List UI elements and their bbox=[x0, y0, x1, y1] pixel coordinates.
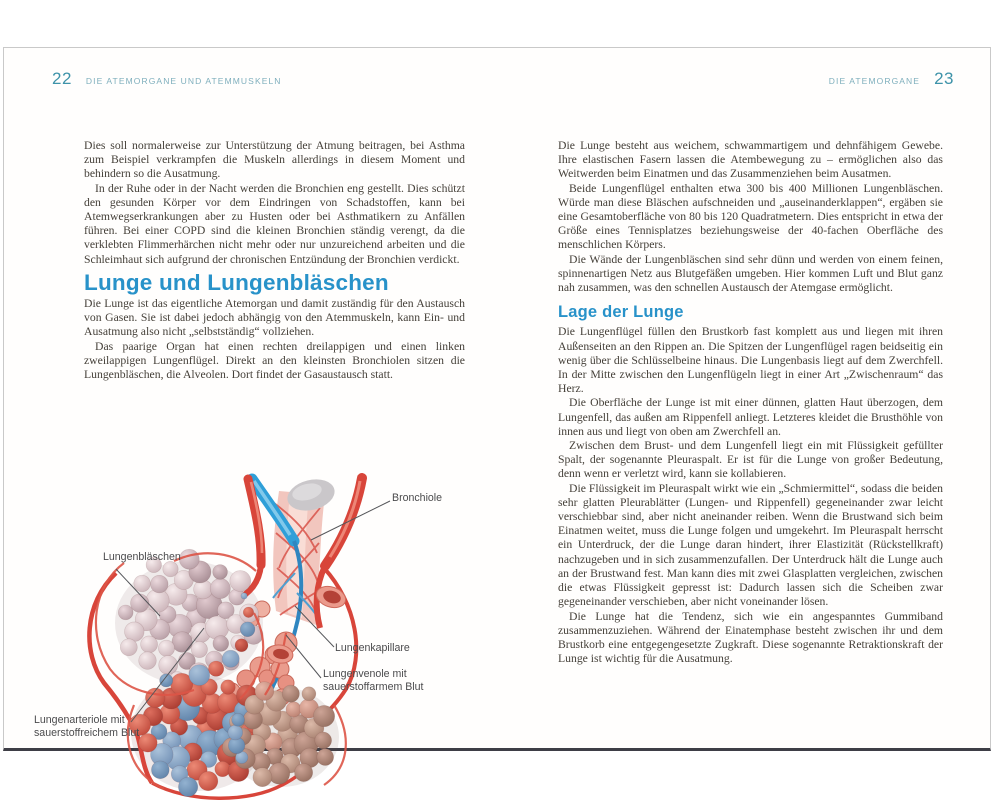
paragraph: Die Lunge ist das eigentliche Atemorgan und damit zuständig für den Austausch von Gasen. Sie ist dabei jedoch abhängig von den Atemmuskeln, kann Ein- und Ausatmung also nicht „selbstständig“ vollziehen. bbox=[84, 297, 465, 339]
paragraph: Die Lungenflügel füllen den Brustkorb fast komplett aus und liegen mit ihren Außenseiten an den Rippen an. Die Spitzen der Lungenflügel ragen beidseitig ein wenig über die Schlüsselbeine hinaus. Die Lungenbasis liegt auf dem Zwerchfell. In der Mitte zwischen den Lungenflügeln liegt in einer Art „Zwischenraum“ das Herz. bbox=[558, 325, 943, 396]
page-number-left: 22 bbox=[52, 69, 72, 88]
paragraph: Beide Lungenflügel enthalten etwa 300 bis 400 Millionen Lungenbläschen. Würde man diese Bläschen aufschneiden und „auseinanderklappen“, ergäben sie eine Gesamtoberfläche von 80 bis 120 Quadratmetern. Dies entspricht in etwa der Größe eines Tennisplatzes beziehungsweise der 40-fachen Oberfläche des menschlichen Körpers. bbox=[558, 181, 943, 252]
left-paragraphs-top bbox=[84, 139, 465, 267]
section-heading-lunge: Lunge und Lungenbläschen bbox=[84, 269, 389, 295]
paragraph: Die Lunge besteht aus weichem, schwammartigem und dehnfähigem Gewebe. Ihre elastischen Fasern lassen die Atembewegung zu – ermöglichen also das Weitwerden beim Einatmen und das Zusammenziehen beim Ausatmen. bbox=[558, 139, 943, 181]
paragraph: In der Ruhe oder in der Nacht werden die Bronchien eng gestellt. Dies schützt den gesunden Körper vor dem Eindringen von Schadstoffen, kann bei Atemwegserkrankungen aber zu Husten oder bei Asthmatikern zu Anfällen führen. Bei einer COPD sind die kleinen Bronchien ständig verengt, da die verklebten Flimmerhärchen nicht mehr oder nur unzureichend arbeiten und die Schleimhaut sich aufgrund der chronischen Entzündung der Bronchien verdickt. bbox=[84, 181, 465, 266]
figure-label-lungenkapillare: Lungenkapillare bbox=[335, 642, 410, 654]
right-paragraphs-top bbox=[558, 139, 943, 295]
figure-label-lungenarteriole: Lungenarteriole mit sauerstoffreichem Blut bbox=[34, 714, 140, 739]
paragraph: Dies soll normalerweise zur Unterstützung der Atmung beitragen, bei Asthma zum Beispiel verkrampfen die Muskeln allerdings in diesem Moment und behindern so die Ausatmung. bbox=[84, 139, 465, 181]
book-page-spread bbox=[3, 47, 991, 751]
paragraph: Die Wände der Lungenbläschen sind sehr dünn und werden von einem feinen, spinnenartigen Netz aus Blutgefäßen umgeben. Hier kommen Luft und Blut ganz nah zusammen, was den schnellen Austausch der Atemgase ermöglicht. bbox=[558, 252, 943, 295]
paragraph: Zwischen dem Brust- und dem Lungenfell liegt ein mit Flüssigkeit gefüllter Spalt, der sogenannte Pleuraspalt. Er ist für die Lunge von großer Bedeutung, denn wenn er verletzt wird, kann sie kollabieren. bbox=[558, 439, 943, 481]
section-heading-lage: Lage der Lunge bbox=[558, 303, 684, 322]
right-text-column bbox=[558, 139, 943, 666]
running-head-right bbox=[829, 69, 954, 89]
figure-label-bronchiole: Bronchiole bbox=[392, 492, 443, 504]
running-head-right-label: DIE ATEMORGANE bbox=[828, 76, 921, 86]
paragraph: Die Flüssigkeit im Pleuraspalt wirkt wie ein „Schmiermittel“, sodass die beiden sehr glatten Pleurablätter (Lungen- und Rippenfell) gegeneinander zwar leicht verschiebbar sind, aber nicht aneinander reiben. Wenn die Brustwand sich beim Einatmen weitet, muss die Lunge folgen und umgekehrt. Im Pleuraspalt herrscht ein Unterdruck, der die Lunge daran hindert, ihrer Elastizität (Rückstellkraft) nachzugeben und in sich zusammenzufallen. Der Unterdruck hält die Lunge auch an der Brustwand fest. Man kann dies mit zwei Glasplatten vergleichen, zwischen die etwas Flüssigkeit gepresst ist: Dadurch lassen sich die Scheiben zwar gegeneinander verschieben, aber nicht voneinander lösen. bbox=[558, 481, 943, 609]
running-head-left bbox=[52, 69, 282, 89]
left-text-column bbox=[84, 139, 465, 382]
left-paragraphs-after bbox=[84, 297, 465, 382]
alveoli-illustration-drawing bbox=[24, 473, 504, 800]
running-head-left-label: DIE ATEMORGANE UND ATEMMUSKELN bbox=[85, 76, 282, 86]
figure-label-lungenvenole: Lungenvenole mit sauerstoffarmem Blut bbox=[323, 668, 424, 693]
paragraph: Die Lunge hat die Tendenz, sich wie ein angespanntes Gummiband zusammenzuziehen. Während der Einatemphase besteht zwischen ihr und dem Brustkorb eine entgegengesetzte Zugkraft. Diese sogenannte Retraktionskraft der Lunge ist wichtig für die Ausatmung. bbox=[558, 609, 943, 666]
paragraph: Das paarige Organ hat einen rechten dreilappigen und einen linken zweilappigen Lungenflügel. Direkt an den kleinsten Bronchiolen sitzen die Lungenbläschen, die Alveolen. Dort findet der Gasaustausch statt. bbox=[84, 339, 465, 382]
figure-label-lungenblaeschen: Lungenbläschen bbox=[103, 551, 181, 563]
page-number-right: 23 bbox=[934, 69, 954, 88]
right-paragraphs-after bbox=[558, 325, 943, 666]
paragraph: Die Oberfläche der Lunge ist mit einer dünnen, glatten Haut überzogen, dem Lungenfell, das außen am Rippenfell anliegt. Letzteres kleidet die Brusthöhle von innen aus und liegt von oben am Zwerchfell an. bbox=[558, 396, 943, 438]
alveoli-illustration bbox=[24, 473, 504, 800]
